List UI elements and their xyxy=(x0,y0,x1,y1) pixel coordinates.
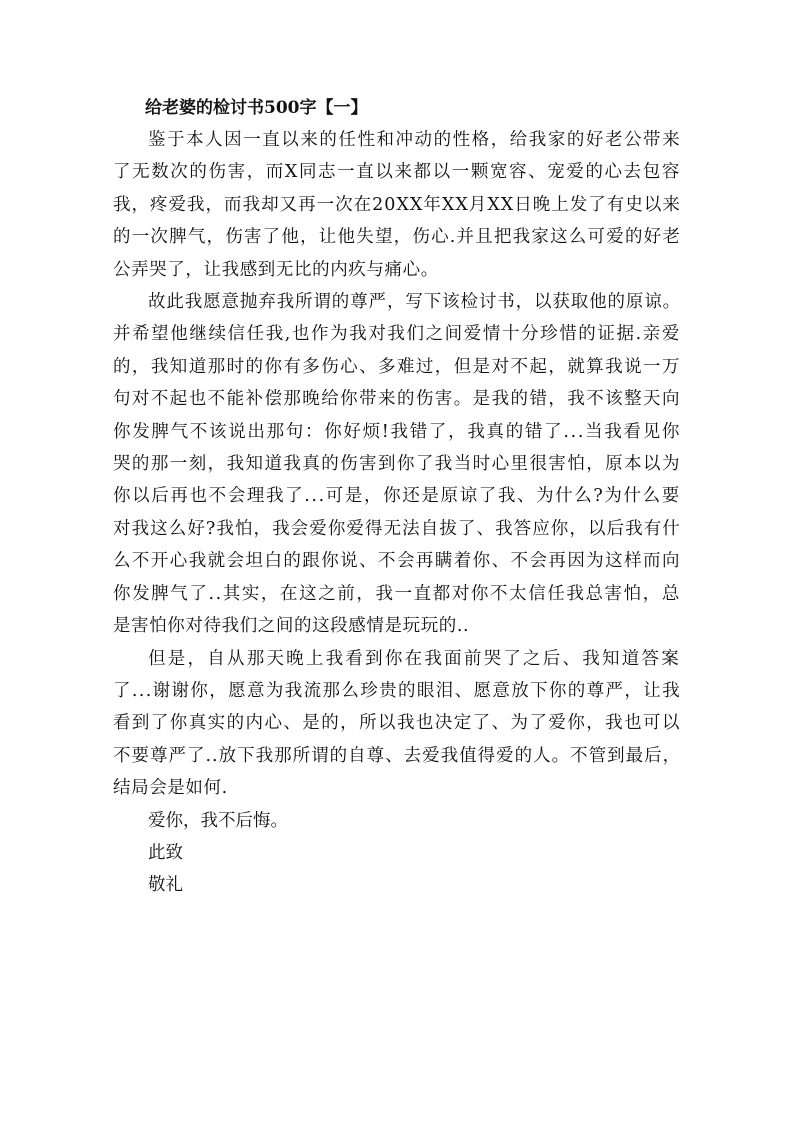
paragraph-line: 么不开心我就会坦白的跟你说、不会再瞒着你、不会再因为这样而向 xyxy=(113,551,681,572)
closing-regards: 敬礼 xyxy=(148,875,183,896)
paragraph-line: 是害怕你对待我们之间的这段感情是玩玩的.. xyxy=(113,616,470,637)
closing-line: 爱你，我不后悔。 xyxy=(148,810,288,831)
paragraph-line: 句对不起也不能补偿那晚给你带来的伤害。是我的错，我不该整天向 xyxy=(113,389,681,410)
paragraph-line: 的一次脾气，伤害了他，让他失望，伤心.并且把我家这么可爱的好老 xyxy=(113,227,682,248)
paragraph-line: 我，疼爱我，而我却又再一次在20XX年XX月XX日晚上发了有史以来 xyxy=(113,194,681,215)
paragraph-line: 你发脾气不该说出那句：你好烦!我错了，我真的错了...当我看见你 xyxy=(113,421,682,442)
paragraph-line: 公弄哭了，让我感到无比的内疚与痛心。 xyxy=(113,259,439,280)
paragraph-3 xyxy=(113,643,681,805)
paragraph-line: 故此我愿意抛弃我所谓的尊严，写下该检讨书，以获取他的原谅。 xyxy=(148,292,682,313)
paragraph-line: 并希望他继续信任我,也作为我对我们之间爱情十分珍惜的证据.亲爱 xyxy=(113,324,681,345)
paragraph-line: 你以后再也不会理我了...可是，你还是原谅了我、为什么?为什么要 xyxy=(113,486,681,507)
paragraph-line: 的，我知道那时的你有多伤心、多难过，但是对不起，就算我说一万 xyxy=(113,356,681,377)
paragraph-2 xyxy=(113,286,681,642)
paragraph-line: 对我这么好?我怕，我会爱你爱得无法自拔了、我答应你，以后我有什 xyxy=(113,518,681,539)
paragraph-line: 鉴于本人因一直以来的任性和冲动的性格，给我家的好老公带来 xyxy=(148,130,682,150)
paragraph-line: 了无数次的伤害，而X同志一直以来都以一颗宽容、宠爱的心去包容 xyxy=(113,162,681,183)
paragraph-line: 了...谢谢你，愿意为我流那么珍贵的眼泪、愿意放下你的尊严，让我 xyxy=(113,680,682,701)
paragraph-line: 不要尊严了..放下我那所谓的自尊、去爱我值得爱的人。不管到最后， xyxy=(113,745,682,766)
paragraph-1 xyxy=(113,124,681,286)
paragraph-line: 结局会是如何. xyxy=(113,778,228,799)
paragraph-line: 哭的那一刻，我知道我真的伤害到你了我当时心里很害怕，原本以为 xyxy=(113,454,681,475)
closing-salutation: 此致 xyxy=(148,842,183,863)
paragraph-line: 你发脾气了..其实，在这之前，我一直都对你不太信任我总害怕，总 xyxy=(113,583,681,604)
paragraph-line: 看到了你真实的内心、是的，所以我也决定了、为了爱你，我也可以 xyxy=(113,713,681,734)
paragraph-line: 但是，自从那天晚上我看到你在我面前哭了之后、我知道答案 xyxy=(148,648,681,669)
document-title: 给老婆的检讨书500字【一】 xyxy=(145,98,368,118)
document-body xyxy=(113,92,681,902)
